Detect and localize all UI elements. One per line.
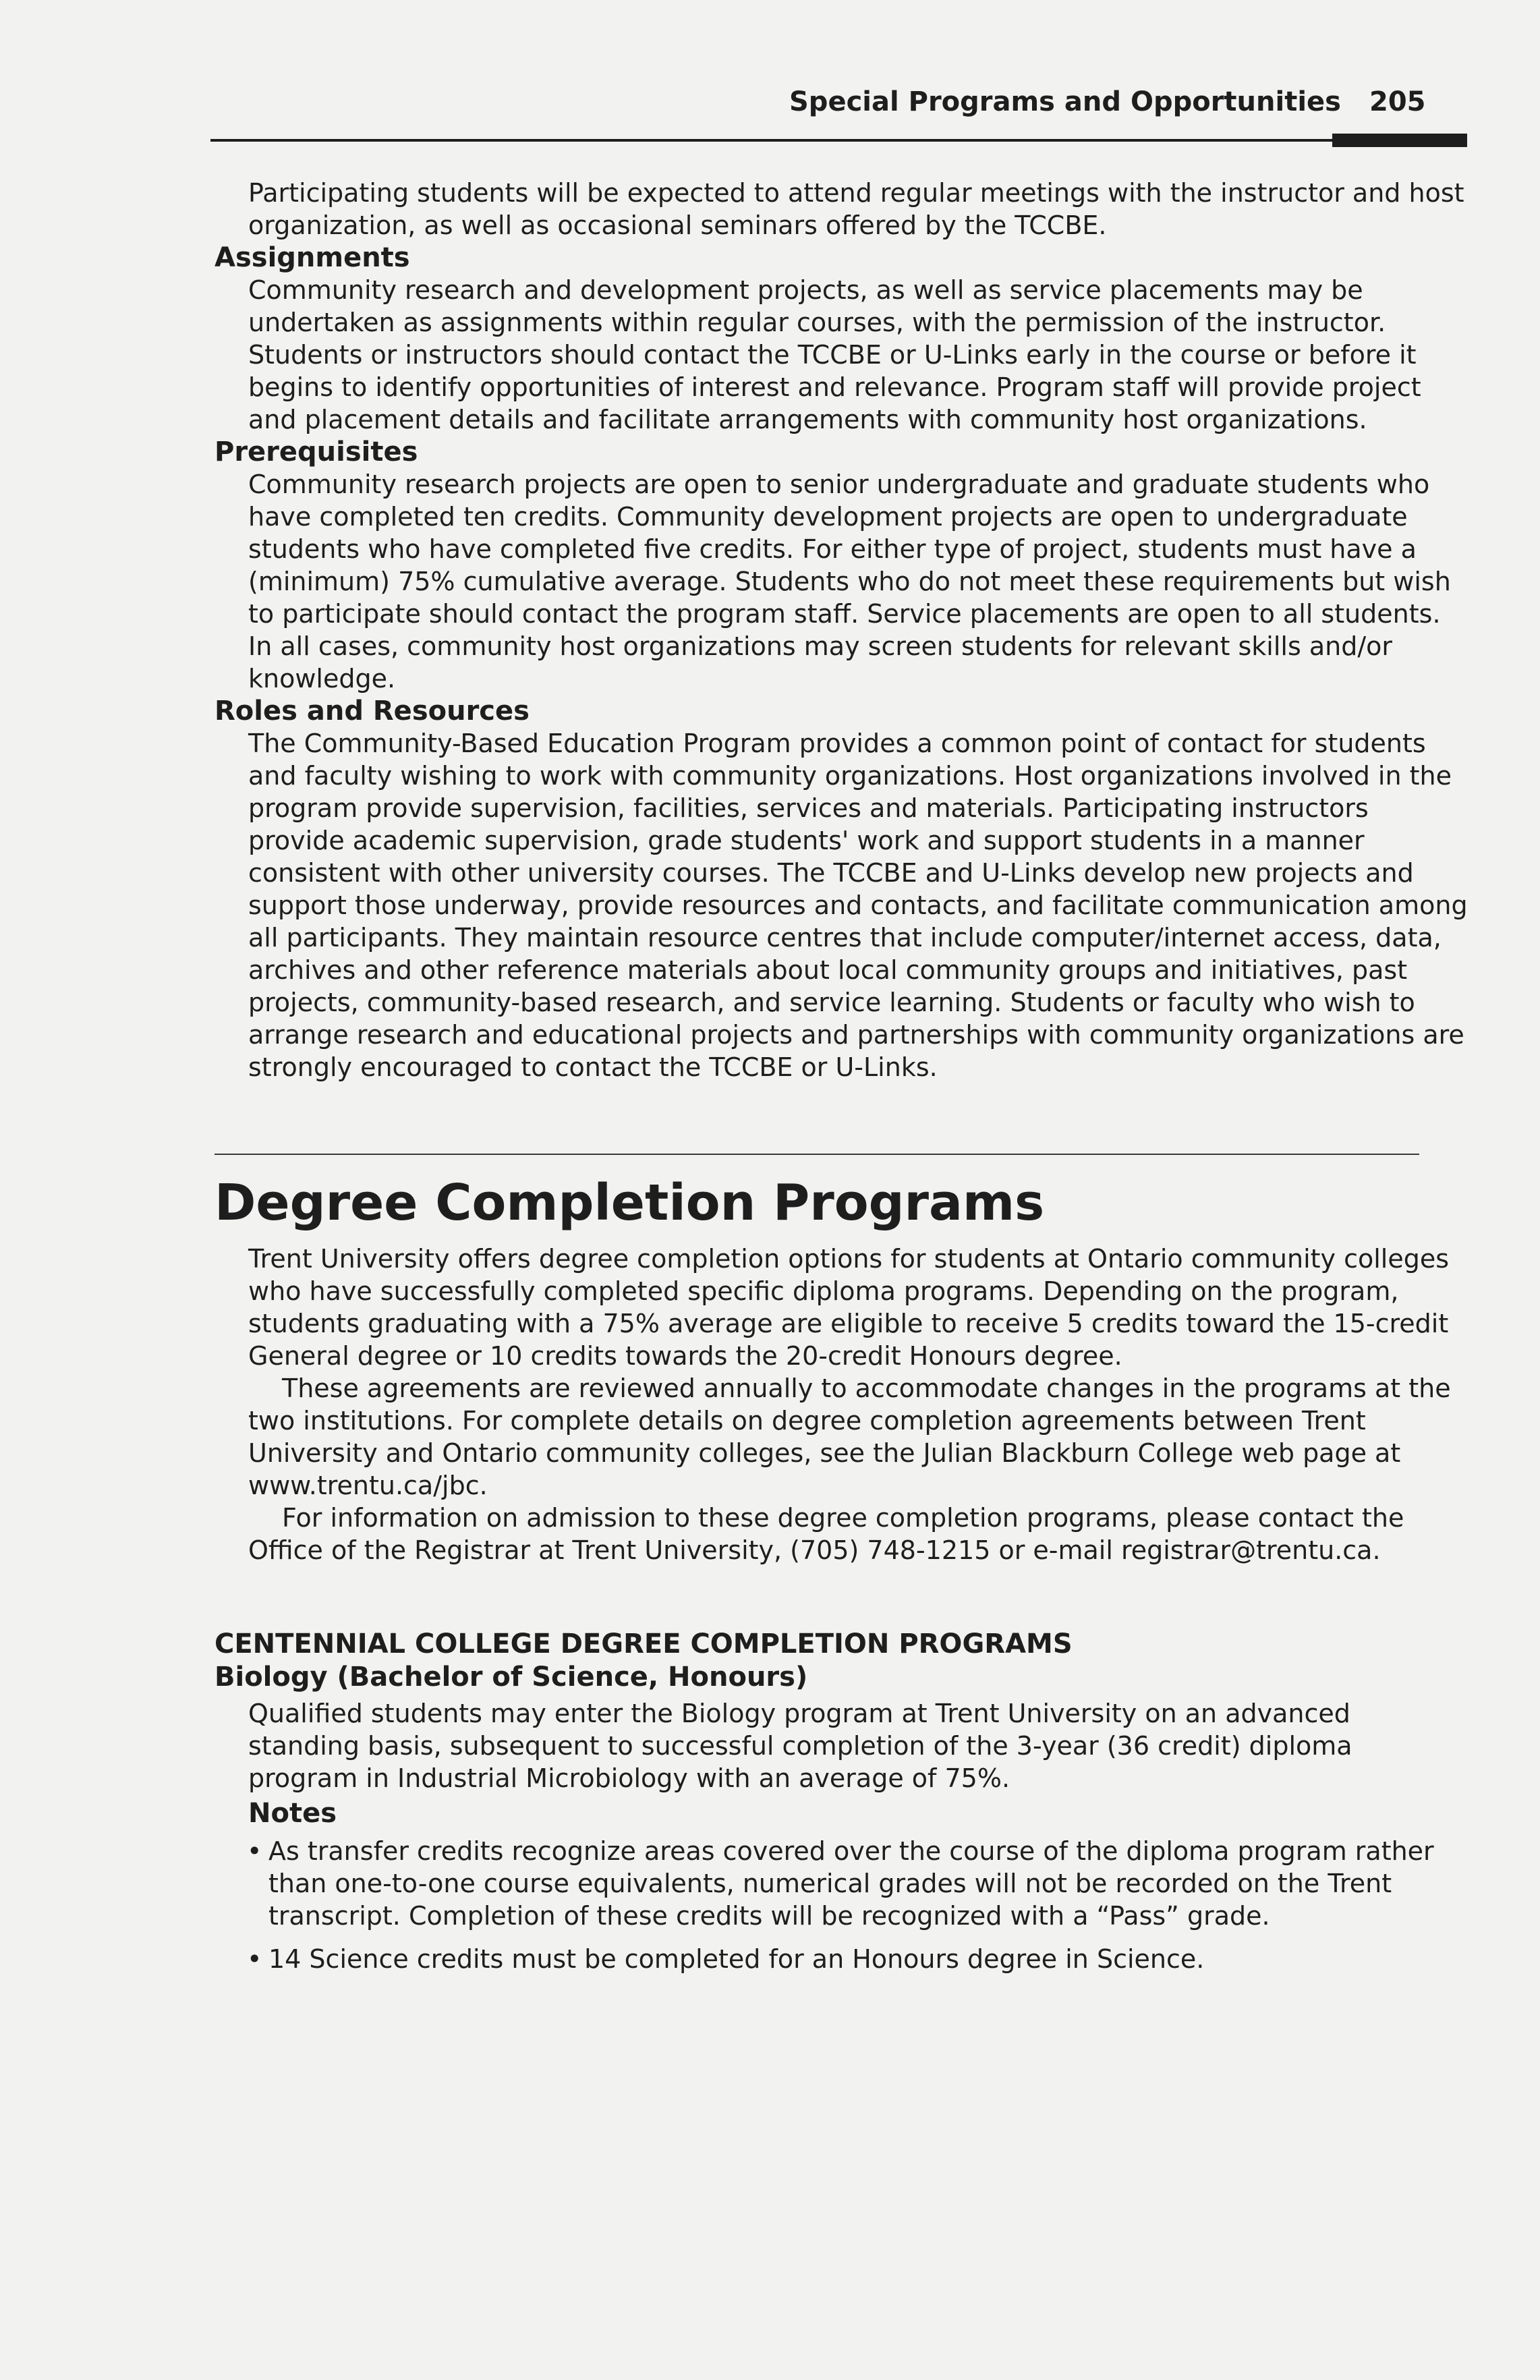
degree-paragraph-2: These agreements are reviewed annually to accommodate changes in the programs at the two institutions. For complete details on degree completion agreements between Trent University and Ontario community colleges, see the Julian Blackburn College web page at www.trentu.ca/jbc.	[248, 1373, 1451, 1500]
section-divider	[215, 1154, 1419, 1155]
degree-completion-title: Degree Completion Programs	[215, 1174, 1045, 1232]
roles-resources-paragraph: The Community-Based Education Program provides a common point of contact for students and faculty wishing to work with community organizations. Host organizations involved in the program provide supervision, facilities, services and materials. Participating instructors provide academic supervision, grade students' work and support students in a manner consistent with other university courses. The TCCBE and U-Links develop new projects and support those underway, provide resources and contacts, and facilitate communication among all participants. They maintain resource centres that include computer/internet access, data, archives and other reference materials about local community groups and initiatives, past projects, community-based research, and service learning. Students or faculty who wish to arrange research and educational projects and partnerships with community organizations are strongly encouraged to contact the TCCBE or U-Links.	[248, 729, 1468, 1082]
running-head: Special Programs and Opportunities	[789, 86, 1341, 117]
degree-paragraph-1: Trent University offers degree completion options for students at Ontario community colleges who have successfully completed specific diploma programs. Depending on the program, students graduating with a 75% average are eligible to receive 5 credits toward the 15-credit General degree or 10 credits towards the 20-credit Honours degree.	[248, 1244, 1450, 1371]
list-item	[215, 1943, 1469, 1975]
assignments-heading: Assignments	[215, 242, 410, 273]
header-rule	[210, 139, 1465, 142]
notes-heading: Notes	[248, 1798, 337, 1829]
header-tab-marker	[1332, 134, 1467, 147]
bullet-icon: •	[247, 1836, 262, 1866]
list-item	[215, 1835, 1469, 1932]
degree-completion-section	[215, 1243, 1469, 1566]
roles-resources-heading: Roles and Resources	[215, 696, 530, 727]
page-number: 205	[1369, 86, 1426, 117]
degree-paragraph-3: For information on admission to these degree completion programs, please contact the Office of the Registrar at Trent University, (705) 748-1215 or e-mail registrar@trentu.ca.	[248, 1503, 1404, 1565]
assignments-paragraph: Community research and development projects, as well as service placements may be undertaken as assignments within regular courses, with the permission of the instructor. Students or instructors should contact the TCCBE or U-Links early in the course or before it begins to identify opportunities of interest and relevance. Program staff will provide project and placement details and facilitate arrangements with community host organizations.	[248, 275, 1421, 434]
community-education-section	[215, 177, 1469, 1083]
biology-program-heading: Biology (Bachelor of Science, Honours)	[215, 1662, 808, 1693]
biology-program-paragraph: Qualified students may enter the Biology program at Trent University on an advanced standing basis, subsequent to successful completion of the 3-year (36 credit) diploma program in Industrial Microbiology with an average of 75%.	[248, 1699, 1352, 1793]
notes-list	[215, 1835, 1469, 1975]
note-text: As transfer credits recognize areas covered over the course of the diploma program rather than one-to-one course equivalents, numerical grades will not be recorded on the Trent transcript. Completion of these credits will be recognized with a “Pass” grade.	[268, 1836, 1434, 1931]
centennial-section	[215, 1627, 1469, 1986]
intro-paragraph: Participating students will be expected to attend regular meetings with the instructor and host organization, as well as occasional seminars offered by the TCCBE.	[248, 178, 1464, 240]
bullet-icon: •	[247, 1944, 262, 1974]
prerequisites-paragraph: Community research projects are open to senior undergraduate and graduate students who have completed ten credits. Community development projects are open to undergraduate students who have completed five credits. For either type of project, students must have a (minimum) 75% cumulative average. Students who do not meet these requirements but wish to participate should contact the program staff. Service placements are open to all students. In all cases, community host organizations may screen students for relevant skills and/or knowledge.	[248, 470, 1451, 693]
note-text: 14 Science credits must be completed for an Honours degree in Science.	[268, 1944, 1205, 1974]
prerequisites-heading: Prerequisites	[215, 436, 418, 468]
centennial-heading: CENTENNIAL COLLEGE DEGREE COMPLETION PROGRAMS	[215, 1628, 1073, 1660]
